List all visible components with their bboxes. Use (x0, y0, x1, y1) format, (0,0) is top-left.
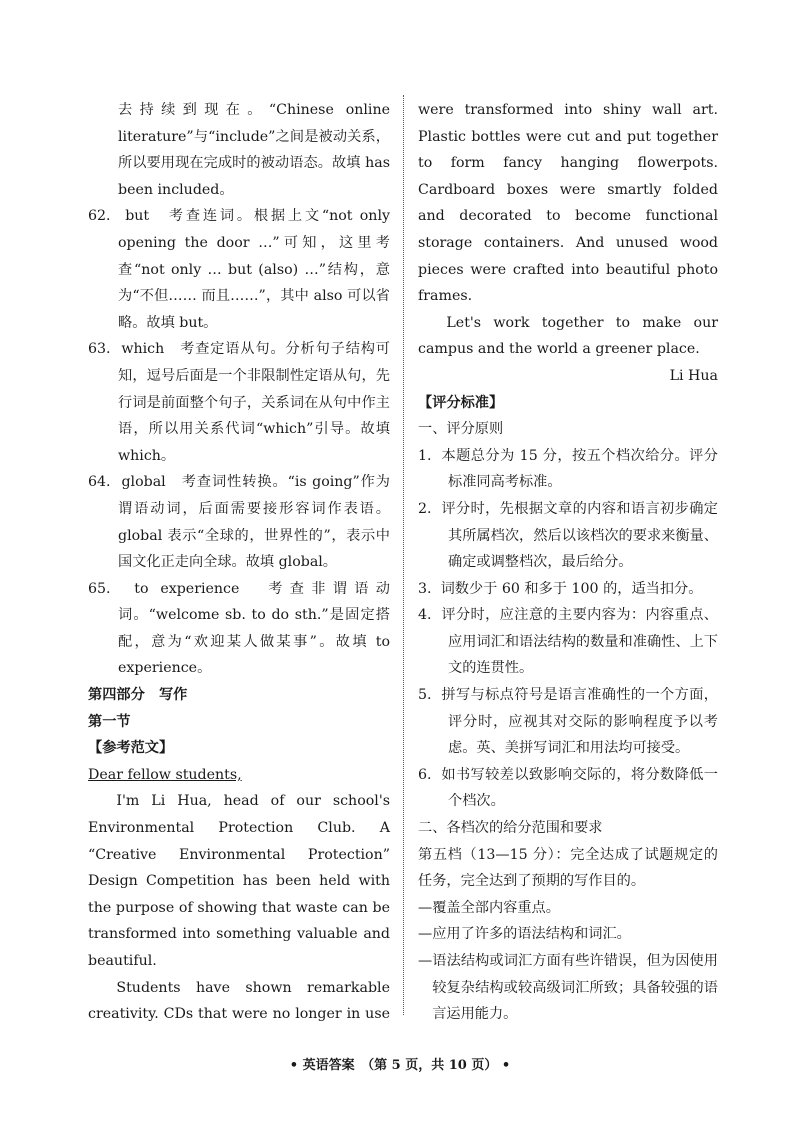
level-5-point: —覆盖全部内容重点。 (418, 899, 560, 916)
part-heading: 第四部分 写作 (88, 687, 188, 704)
item-text: 如书写较差以致影响交际的，将分数降低一个档次。 (441, 766, 718, 810)
principle-1 (418, 443, 718, 496)
item-text: to experience 考查非谓语动词。“welcome sb. to do sth.”是固定搭配，意为“欢迎某人做某事”。故填 to experience。 (118, 580, 390, 677)
answer-63 (88, 336, 390, 469)
item-number: 63. (88, 341, 111, 358)
item-number: 62. (88, 208, 111, 225)
answer-62 (88, 203, 390, 336)
item-number: 4. (418, 607, 432, 624)
item-text: global 考查词性转换。“is going”作为谓语动词，后面需要接形容词作表语。global 表示“全球的，世界性的”，表示中国文化正走向全球。故填 global。 (118, 474, 390, 571)
essay-paragraph-3: Let's work together to make our campus and the world a greener place. (418, 314, 718, 358)
answer-61-continued: 去持续到现在。“Chinese online literature”与“include”之间是被动关系，所以要用现在完成时的被动语态。故填 has been included。 (118, 102, 390, 198)
salutation: Dear fellow students, (88, 766, 242, 783)
sample-heading: 【参考范文】 (88, 740, 174, 757)
levels-heading: 二、各档次的给分范围和要求 (418, 820, 603, 837)
criteria-heading: 【评分标准】 (418, 394, 504, 411)
level-5: 第五档（13—15 分）：完全达成了试题规定的任务，完全达到了预期的写作目的。 (418, 846, 718, 890)
item-text: but 考查连词。根据上文“not only opening the door …”可知，这里考查“not only … but (also) …”结构，意为“不但…… 而且……”，其中 also 可以省略。故填 but。 (118, 208, 390, 331)
answer-64 (88, 469, 390, 575)
principle-3 (418, 576, 718, 603)
item-number: 64. (88, 474, 111, 491)
essay-paragraph-2-continued: were transformed into shiny wall art. Plastic bottles were cut and put together to form fancy hanging flowerpots. Cardboard boxes were smartly folded and decorated to become functional storage containers. And unused wood pieces were crafted into beautiful photo frames. (418, 102, 718, 305)
principles-heading: 一、评分原则 (418, 421, 504, 438)
right-column (418, 97, 718, 1028)
item-text: 词数少于 60 和多于 100 的，适当扣分。 (440, 580, 703, 597)
principle-2 (418, 496, 718, 576)
essay-paragraph-2-start: Students have shown remarkable creativity. CDs that were no longer in use (88, 979, 390, 1023)
item-number: 1. (418, 447, 432, 464)
item-text: 评分时，应注意的主要内容为：内容重点、应用词汇和语法结构的数量和准确性、上下文的连贯性。 (441, 607, 718, 677)
column-divider (403, 95, 404, 1015)
item-number: 6. (418, 766, 432, 783)
essay-paragraph-1: I'm Li Hua, head of our school's Environmental Protection Club. A “Creative Environmental Protection” Design Competition has been held with the purpose of showing that waste can be transformed into something valuable and beautiful. (88, 793, 390, 969)
item-number: 65. (88, 580, 111, 597)
section-heading: 第一节 (88, 713, 131, 730)
item-text: 拼写与标点符号是语言准确性的一个方面，评分时，应视其对交际的影响程度予以考虑。英、美拼写词汇和用法均可接受。 (441, 687, 718, 757)
principle-4 (418, 602, 718, 682)
item-text: 本题总分为 15 分，按五个档次给分。评分标准同高考标准。 (441, 447, 718, 491)
level-5-point: —语法结构或词汇方面有些许错误，但为因使用较复杂结构或较高级词汇所致；具备较强的语言运用能力。 (418, 953, 718, 1023)
item-number: 2. (418, 500, 432, 517)
item-number: 3. (418, 580, 432, 597)
item-number: 5. (418, 687, 432, 704)
principle-6 (418, 762, 718, 815)
page-footer: • 英语答案 （第 5 页，共 10 页） • (289, 1058, 511, 1073)
left-column (88, 97, 390, 1028)
answer-65 (88, 576, 390, 682)
signature: Li Hua (669, 367, 718, 384)
item-text: which 考查定语从句。分析句子结构可知，逗号后面是一个非限制性定语从句，先行词是前面整个句子，关系词在从句中作主语，所以用关系代词“which”引导。故填 which。 (118, 341, 390, 464)
level-5-point: —应用了许多的语法结构和词汇。 (418, 926, 631, 943)
principle-5 (418, 682, 718, 762)
item-text: 评分时，先根据文章的内容和语言初步确定其所属档次，然后以该档次的要求来衡量、确定或调整档次，最后给分。 (441, 500, 718, 571)
